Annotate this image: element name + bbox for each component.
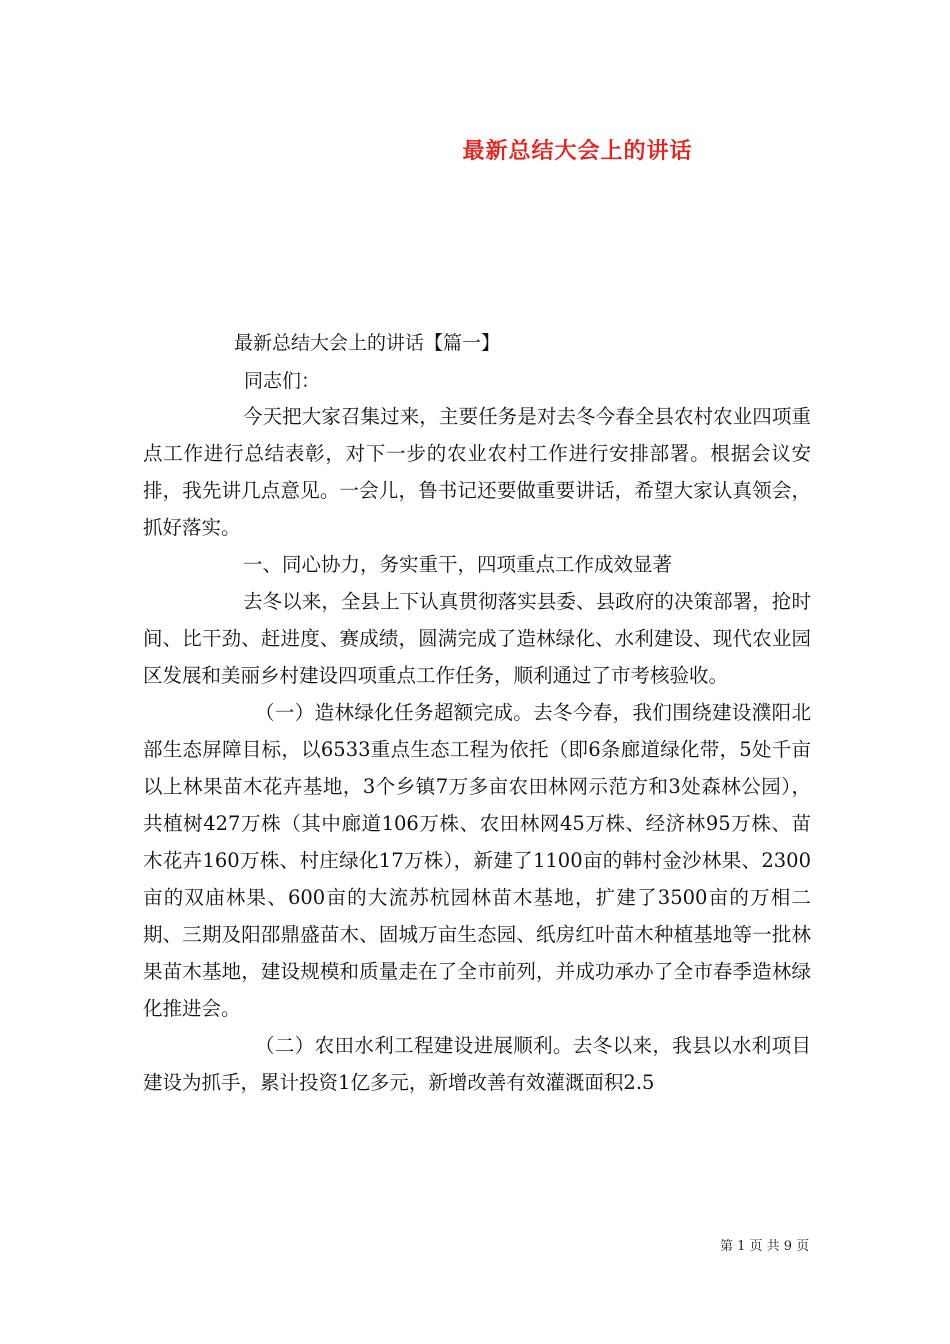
section-subtitle: 最新总结大会上的讲话【篇一】 [234, 332, 501, 354]
paragraph-summary: 去冬以来，全县上下认真贯彻落实县委、县政府的决策部署，抢时间、比干劲、赶进度、赛成绩，圆满完成了造林绿化、水利建设、现代农业园区发展和美丽乡村建设四项重点工作任务，顺利通过了市考核验收。 [143, 590, 811, 687]
document-title: 最新总结大会上的讲话 [462, 138, 693, 164]
paragraph-intro: 今天把大家召集过来，主要任务是对去冬今春全县农村农业四项重点工作进行总结表彰，对下一步的农业农村工作进行安排部署。根据会议安排，我先讲几点意见。一会儿，鲁书记还要做重要讲话，希望大家认真领会，抓好落实。 [143, 405, 811, 539]
paragraph-afforestation: （一）造林绿化任务超额完成。去冬今春，我们围绕建设濮阳北部生态屏障目标，以6533重点生态工程为依托（即6条廊道绿化带，5处千亩以上林果苗木花卉基地，3个乡镇7万多亩农田林网示范方和3处森林公园），共植树427万株（其中廊道106万株、农田林网45万株、经济林95万株、苗木花卉160万株、村庄绿化17万株），新建了1100亩的韩村金沙林果、2300亩的双庙林果、600亩的大流苏杭园林苗木基地，扩建了3500亩的万相二期、三期及阳邵鼎盛苗木、固城万亩生态园、纸房红叶苗木种植基地等一批林果苗木基地，建设规模和质量走在了全市前列，并成功承办了全市春季造林绿化推进会。 [143, 701, 811, 1020]
body-text [143, 398, 811, 1101]
section-heading-1: 一、同心协力，务实重干，四项重点工作成效显著 [243, 553, 673, 576]
paragraph-irrigation: （二）农田水利工程建设进展顺利。去冬以来，我县以水利项目建设为抓手，累计投资1亿多元，新增改善有效灌溉面积2.5 [143, 1034, 811, 1094]
greeting: 同志们： [244, 370, 321, 392]
page-number: 第 1 页 共 9 页 [720, 1239, 810, 1254]
